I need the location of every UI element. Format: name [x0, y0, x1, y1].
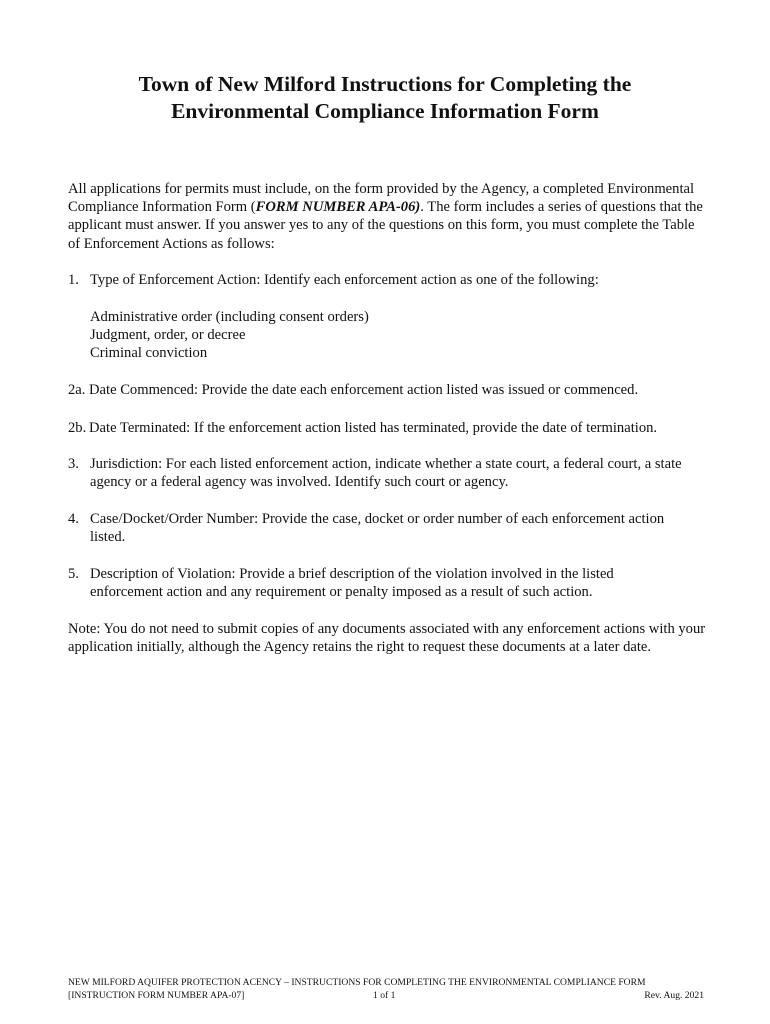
- footer-details: [68, 990, 704, 1002]
- list-item-number: 1.: [68, 272, 79, 288]
- intro-text-2: . The form includes a series of questions that the applicant must answer. If you answer yes to any of the questions on this form, you must complete the Table of Enforcement Actions as follows:: [68, 199, 703, 252]
- list-item-text: Description of Violation: Provide a brief description of the violation involved in the listed enforcement action and any requirement or penalty imposed as a result of such action.: [90, 566, 614, 601]
- action-type: Criminal conviction: [90, 345, 208, 362]
- list-item: [68, 510, 698, 546]
- list-item-number: 5.: [68, 566, 79, 582]
- list-item: [68, 381, 708, 399]
- footer-agency-line: NEW MILFORD AQUIFER PROTECTION ACENCY – INSTRUCTIONS FOR COMPLETING THE ENVIRONMENTAL COMPLIANCE FORM: [68, 977, 646, 988]
- list-item: [68, 271, 708, 289]
- note-paragraph: Note: You do not need to submit copies of any documents associated with any enforcement actions with your application initially, although the Agency retains the right to request these documents at a later date.: [68, 621, 706, 656]
- title-line-2: Environmental Compliance Information Form: [171, 99, 599, 123]
- action-type: Judgment, order, or decree: [90, 327, 246, 344]
- action-type: Administrative order (including consent orders): [90, 309, 369, 325]
- list-item-number: 2a.: [68, 382, 86, 398]
- footer-form-ref: [INSTRUCTION FORM NUMBER APA-07]: [68, 990, 245, 1001]
- form-number-reference: FORM NUMBER APA-06): [255, 199, 421, 216]
- list-item-text: Case/Docket/Order Number: Provide the case, docket or order number of each enforcement action listed.: [90, 511, 665, 546]
- list-item-text: Type of Enforcement Action: Identify each enforcement action as one of the following:: [90, 272, 599, 288]
- list-item-text: Date Commenced: Provide the date each enforcement action listed was issued or commenced.: [89, 382, 639, 398]
- intro-text-1: All applications for permits must include, on the form provided by the Agency, a completed Environmental Compliance Information Form (: [68, 181, 695, 216]
- enforcement-action-types: [90, 308, 369, 363]
- list-item-text: Jurisdiction: For each listed enforcement action, indicate whether a state court, a federal court, a state agency or a federal agency was involved. Identify such court or agency.: [90, 456, 682, 491]
- footer-page-number: 1 of 1: [373, 990, 396, 1001]
- list-item: [68, 419, 708, 437]
- list-item: [68, 455, 688, 491]
- title-line-1: Town of New Milford Instructions for Completing the: [138, 72, 632, 96]
- footer-revision: Rev. Aug. 2021: [644, 990, 704, 1001]
- intro-paragraph: [68, 180, 708, 253]
- list-item-number: 2b.: [68, 420, 87, 436]
- list-item-number: 3.: [68, 456, 79, 472]
- page-title: [0, 71, 770, 125]
- list-item-text: Date Terminated: If the enforcement action listed has terminated, provide the date of termination.: [89, 420, 658, 436]
- list-item: [68, 565, 668, 601]
- list-item-number: 4.: [68, 511, 79, 527]
